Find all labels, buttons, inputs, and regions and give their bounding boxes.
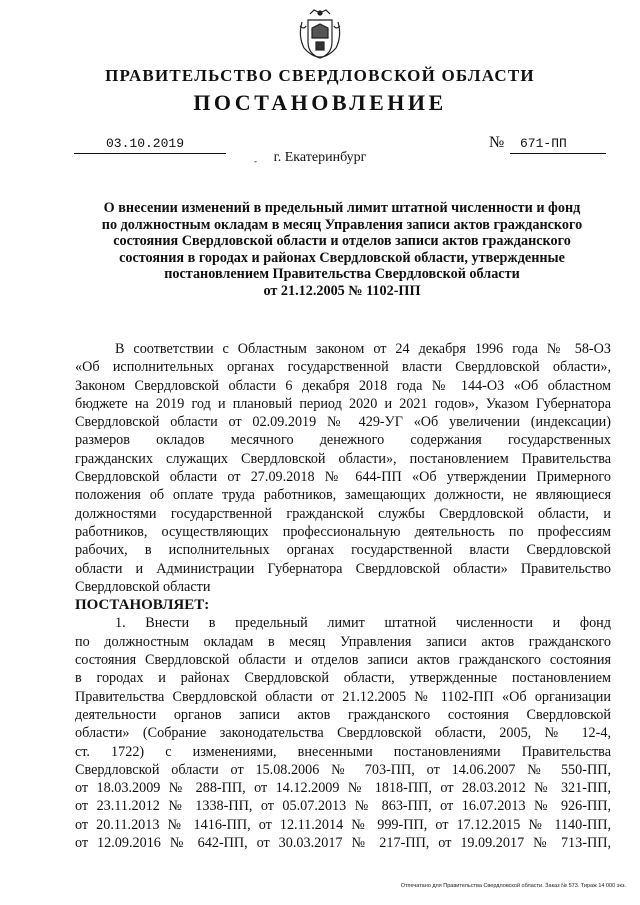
body-line: ст. 1722) с изменениями, внесенными постановлениями Правительства (75, 743, 611, 760)
heading-line: состояния Свердловской области и отделов записи актов гражданского (113, 233, 571, 250)
body-line: 1. Внести в предельный лимит штатной численности и фонд (115, 615, 611, 632)
document-number: 671-ПП (520, 136, 567, 151)
heading-line: О внесении изменений в предельный лимит штатной численности и фонд (103, 200, 581, 216)
body-line: по должностным окладам в месяц Управления записи актов гражданского (75, 633, 611, 650)
government-title: ПРАВИТЕЛЬСТВО СВЕРДЛОВСКОЙ ОБЛАСТИ (105, 66, 535, 85)
body-line: области» (Собрание законодательства Свердловской области, 2005, № 12-4, (75, 725, 611, 742)
body-line: Свердловской области от 27.09.2018 № 644-ПП «Об утверждении Примерного (75, 469, 611, 486)
heading-line: по должностным окладам в месяц Управления записи актов гражданского (101, 216, 583, 233)
body-line: области и Администрации Губернатора Свердловской области» Правительство (75, 560, 611, 577)
body-line: Свердловской области от 15.08.2006 № 703-ПП, от 14.06.2007 № 550-ПП, (75, 761, 611, 778)
body-line: Свердловской области от 02.09.2019 № 429-УГ «Об увеличении (индексации) (75, 414, 611, 431)
heading-line: постановлением Правительства Свердловской области (164, 266, 520, 283)
city: г. Екатеринбург (273, 150, 367, 165)
body-line: от 18.03.2009 № 288-ПП, от 14.12.2009 № 1818-ПП, от 28.03.2012 № 321-ПП, (75, 780, 611, 797)
body-line: В соответствии с Областным законом от 24 декабря 1996 года № 58-ОЗ (115, 341, 611, 357)
body-line: размеров окладов месячного денежного содержания государственных (75, 432, 611, 449)
body-line: Правительства Свердловской области от 21.12.2005 № 1102-ПП «Об организации (75, 688, 611, 705)
body-line: должностями государственной гражданской службы Свердловской области, и (75, 505, 611, 522)
body-line: работников, осуществляющих профессиональную деятельность по профессиям (75, 523, 611, 540)
body-line: состояния Свердловской области и отделов записи актов гражданского состояния (75, 652, 611, 669)
body-line: от 20.11.2013 № 1416-ПП, от 12.11.2014 № 999-ПП, от 17.12.2015 № 1140-ПП, (75, 816, 611, 833)
number-sign: № (489, 134, 505, 151)
city-line (0, 150, 640, 166)
document-body (75, 340, 611, 852)
body-line: от 12.09.2016 № 642-ПП, от 30.03.2017 № 217-ПП, от 19.09.2017 № 713-ПП, (75, 835, 611, 852)
resolution-keyword: ПОСТАНОВЛЯЕТ: (75, 597, 210, 614)
coat-of-arms-icon (296, 8, 344, 66)
body-line: от 23.11.2012 № 1338-ПП, от 05.07.2013 № 863-ПП, от 16.07.2013 № 926-ПП, (75, 798, 611, 815)
body-line: деятельности органов записи актов гражданского состояния Свердловской (75, 706, 611, 723)
body-line: «Об исполнительных органах государственной власти Свердловской области», (75, 359, 611, 376)
document-heading (72, 200, 612, 300)
heading-line: от 21.12.2005 № 1102-ПП (263, 282, 421, 299)
body-line: Свердловской области (75, 578, 211, 595)
body-line: рабочих, в исполнительных органах государственной власти Свердловской (75, 542, 611, 559)
print-footer: Отпечатано для Правительства Свердловской области. Заказ № 573. Тираж 14 000 экз. (400, 883, 626, 889)
body-line: в городах и районах Свердловской области, утвержденные постановлением (75, 670, 611, 687)
body-line: гражданских служащих Свердловской области», постановлением Правительства (75, 450, 611, 467)
document-date: 03.10.2019 (106, 136, 185, 151)
city-mark: - (254, 156, 257, 166)
body-line: Законом Свердловской области 6 декабря 2018 года № 144-ОЗ «Об областном (75, 377, 611, 394)
body-line: бюджете на 2019 год и плановый период 2020 и 2021 годов», Указом Губернатора (75, 395, 611, 412)
body-line: положения об оплате труда работников, замещающих должности, не являющиеся (75, 487, 611, 504)
document-type: ПОСТАНОВЛЕНИЕ (193, 90, 447, 115)
heading-line: состояния в городах и районах Свердловской области, утвержденные (119, 249, 565, 266)
